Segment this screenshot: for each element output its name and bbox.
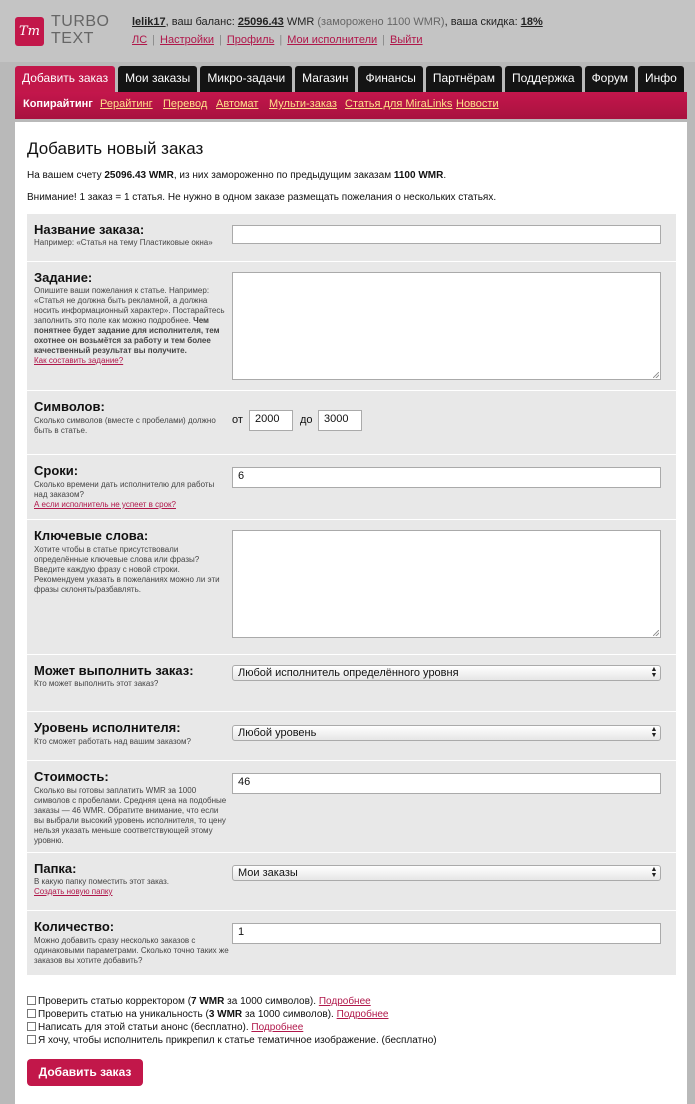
option-uniqueness (27, 1008, 437, 1021)
link-settings[interactable]: Настройки (160, 34, 214, 46)
who-can-do-value: Любой исполнитель определённого уровня (238, 667, 459, 679)
label-order-name: Название заказа: (34, 222, 145, 237)
folder-value: Мои заказы (238, 867, 298, 879)
who-can-do-select[interactable] (232, 665, 661, 681)
desc-level: Кто сможет работать над вашим заказом? (34, 737, 191, 746)
desc-count: Можно добавить сразу несколько заказов с одинаковыми параметрами. Сколько точно таких же заказов вы хотите добавить? (34, 936, 229, 965)
task-textarea[interactable] (232, 272, 661, 380)
select-arrows-icon: ▲ ▼ (650, 666, 658, 679)
symbols-from-input[interactable]: 2000 (249, 410, 293, 431)
label-level: Уровень исполнителя: (34, 720, 181, 735)
link-if-late[interactable]: А если исполнитель не успеет в срок? (34, 500, 176, 509)
row-who-can-do (27, 655, 676, 712)
symbols-to-input[interactable]: 3000 (318, 410, 362, 431)
row-count (27, 911, 676, 975)
level-value: Любой уровень (238, 727, 317, 739)
main-tabs (15, 66, 687, 92)
main-panel (15, 122, 687, 1104)
warning-info: Внимание! 1 заказ = 1 статья. Не нужно в одном заказе размещать пожелания о нескольких статьях. (27, 192, 497, 203)
option-image (27, 1034, 437, 1047)
tab-micro-tasks[interactable]: Микро-задачи (200, 66, 292, 92)
desc-task (34, 286, 229, 366)
separator: | (279, 34, 283, 46)
submit-order-button[interactable]: Добавить заказ (27, 1059, 143, 1086)
row-folder (27, 853, 676, 911)
info-text: . (443, 170, 447, 181)
level-select[interactable] (232, 725, 661, 741)
desc-cost: Сколько вы готовы заплатить WMR за 1000 символов с пробелами. Средняя цена на подобные заказы — 46 WMR. Обратите внимание, что если вы выбрали высокий уровень исполнителя, то цену нельзя указать меньше соответствующей этому уровню. (34, 786, 227, 845)
label-folder: Папка: (34, 861, 77, 876)
desc-deadline-text: Сколько времени дать исполнителю для работы над заказом? (34, 480, 215, 499)
tab-partners[interactable]: Партнёрам (426, 66, 502, 92)
balance-prefix: , ваш баланс: (165, 16, 238, 28)
link-messages[interactable]: ЛС (132, 34, 148, 46)
row-level (27, 712, 676, 761)
link-create-folder[interactable]: Создать новую папку (34, 887, 113, 896)
order-name-input[interactable] (232, 225, 661, 244)
label-count: Количество: (34, 919, 115, 934)
desc-order-name: Например: «Статья на тему Пластиковые окна» (34, 238, 213, 247)
keywords-textarea[interactable] (232, 530, 661, 638)
subnav-copywriting[interactable]: Копирайтинг (23, 98, 93, 110)
select-arrows-icon: ▲ ▼ (650, 726, 658, 739)
info-text: На вашем счету (27, 170, 105, 181)
option-proofreader (27, 995, 437, 1008)
subnav-auto[interactable]: Автомат (216, 98, 259, 110)
option-price: 3 WMR (208, 1009, 243, 1020)
tab-my-orders[interactable]: Мои заказы (118, 66, 197, 92)
checkbox-announce[interactable] (27, 1022, 36, 1031)
link-logout[interactable]: Выйти (390, 34, 423, 46)
desc-folder (34, 877, 229, 897)
label-symbols: Символов: (34, 399, 105, 414)
separator: | (382, 34, 385, 46)
subnav-translation[interactable]: Перевод (163, 98, 208, 110)
user-login-link[interactable]: lelik17 (132, 16, 166, 28)
label-keywords: Ключевые слова: (34, 528, 149, 543)
label-cost: Стоимость: (34, 769, 109, 784)
sub-navigation (15, 92, 687, 119)
deadline-input[interactable]: 6 (232, 467, 661, 488)
balance-info (27, 170, 446, 181)
option-text: Я хочу, чтобы исполнитель прикрепил к статье тематичное изображение. (бесплатно) (38, 1035, 437, 1046)
option-text: за 1000 символов). (224, 996, 319, 1007)
more-link[interactable]: Подробнее (318, 996, 371, 1007)
link-profile[interactable]: Профиль (226, 34, 275, 46)
subnav-rewriting[interactable]: Рерайтинг (100, 98, 153, 110)
discount-value[interactable]: 18% (520, 16, 543, 28)
desc-task-bold: Чем понятнее будет задание для исполнителя, тем охотнее он возьмётся за работу и тем более качественный результат вы получите. (34, 316, 220, 355)
desc-symbols: Сколько символов (вместе с пробелами) должно быть в статье. (34, 416, 216, 435)
tab-forum[interactable]: Форум (585, 66, 635, 92)
checkbox-proofreader[interactable] (27, 996, 36, 1005)
option-announce (27, 1021, 437, 1034)
row-task (27, 262, 676, 391)
link-how-to-write-task[interactable]: Как составить задание? (34, 356, 124, 365)
tab-support[interactable]: Поддержка (505, 66, 582, 92)
label-who-can-do: Может выполнить заказ: (34, 663, 194, 678)
info-balance: 25096.43 WMR (104, 170, 174, 181)
symbols-to-label: до (300, 414, 313, 426)
separator: | (218, 34, 222, 46)
info-text: , из них замороженно по предыдущим заказам (173, 170, 394, 181)
link-my-performers[interactable]: Мои исполнители (287, 34, 378, 46)
balance-value[interactable]: 25096.43 (237, 16, 284, 28)
subnav-multi-order[interactable]: Мульти-заказ (269, 98, 337, 110)
symbols-from-label: от (232, 414, 243, 426)
row-symbols (27, 391, 676, 455)
logo-line-2: TEXT (51, 30, 94, 47)
tab-shop[interactable]: Магазин (295, 66, 355, 92)
option-text: за 1000 символов). (242, 1009, 337, 1020)
row-deadline (27, 455, 676, 520)
label-deadline: Сроки: (34, 463, 79, 478)
count-input[interactable]: 1 (232, 923, 661, 944)
logo-icon[interactable]: Tт (15, 17, 44, 46)
extra-options (27, 995, 437, 1047)
desc-deadline (34, 480, 229, 510)
label-task: Задание: (34, 270, 93, 285)
balance-unit: WMR (283, 16, 318, 28)
row-keywords (27, 520, 676, 655)
frozen-text: (заморожено 1100 WMR) (317, 16, 445, 28)
order-form (27, 214, 676, 975)
top-header (0, 0, 695, 62)
subnav-news[interactable]: Новости (456, 98, 499, 110)
desc-task-text: Опишите ваши пожелания к статье. Например: «Статья не должна быть рекламной, а должна носить информационный характер». Постарайтесь заполнить это поле как можно подробнее. (34, 286, 225, 325)
logo-line-1: TURBO (51, 13, 110, 30)
option-text: Проверить статью корректором ( (38, 996, 192, 1007)
page-title: Добавить новый заказ (27, 139, 204, 158)
row-order-name (27, 214, 676, 262)
tab-add-order[interactable]: Добавить заказ (15, 66, 115, 92)
folder-select[interactable] (232, 865, 661, 881)
discount-prefix: , ваша скидка: (444, 16, 521, 28)
select-arrows-icon: ▲ ▼ (650, 866, 658, 879)
option-price: 7 WMR (191, 996, 225, 1007)
user-info (132, 16, 543, 28)
tab-finance[interactable]: Финансы (358, 66, 422, 92)
desc-who-can-do: Кто может выполнить этот заказ? (34, 679, 159, 688)
checkbox-image[interactable] (27, 1035, 36, 1044)
more-link[interactable]: Подробнее (336, 1009, 389, 1020)
desc-keywords: Хотите чтобы в статье присутствовали определённые ключевые слова или фразы? Введите каждую фразу с новой строки. Рекомендуем указать в пожеланиях можно ли эти фразы склонять/разбавлять. (34, 545, 220, 594)
subnav-miralinks[interactable]: Статья для MiraLinks (345, 98, 453, 110)
option-text: Написать для этой статьи анонс (бесплатно). (38, 1022, 252, 1033)
row-cost (27, 761, 676, 853)
info-frozen: 1100 WMR (393, 170, 444, 181)
checkbox-uniqueness[interactable] (27, 1009, 36, 1018)
cost-input[interactable]: 46 (232, 773, 661, 794)
more-link[interactable]: Подробнее (251, 1022, 304, 1033)
option-text: Проверить статью на уникальность ( (38, 1009, 209, 1020)
user-links (132, 34, 423, 46)
desc-folder-text: В какую папку поместить этот заказ. (34, 877, 170, 886)
logo-text[interactable] (51, 14, 110, 48)
separator: | (152, 34, 156, 46)
tab-info[interactable]: Инфо (638, 66, 684, 92)
